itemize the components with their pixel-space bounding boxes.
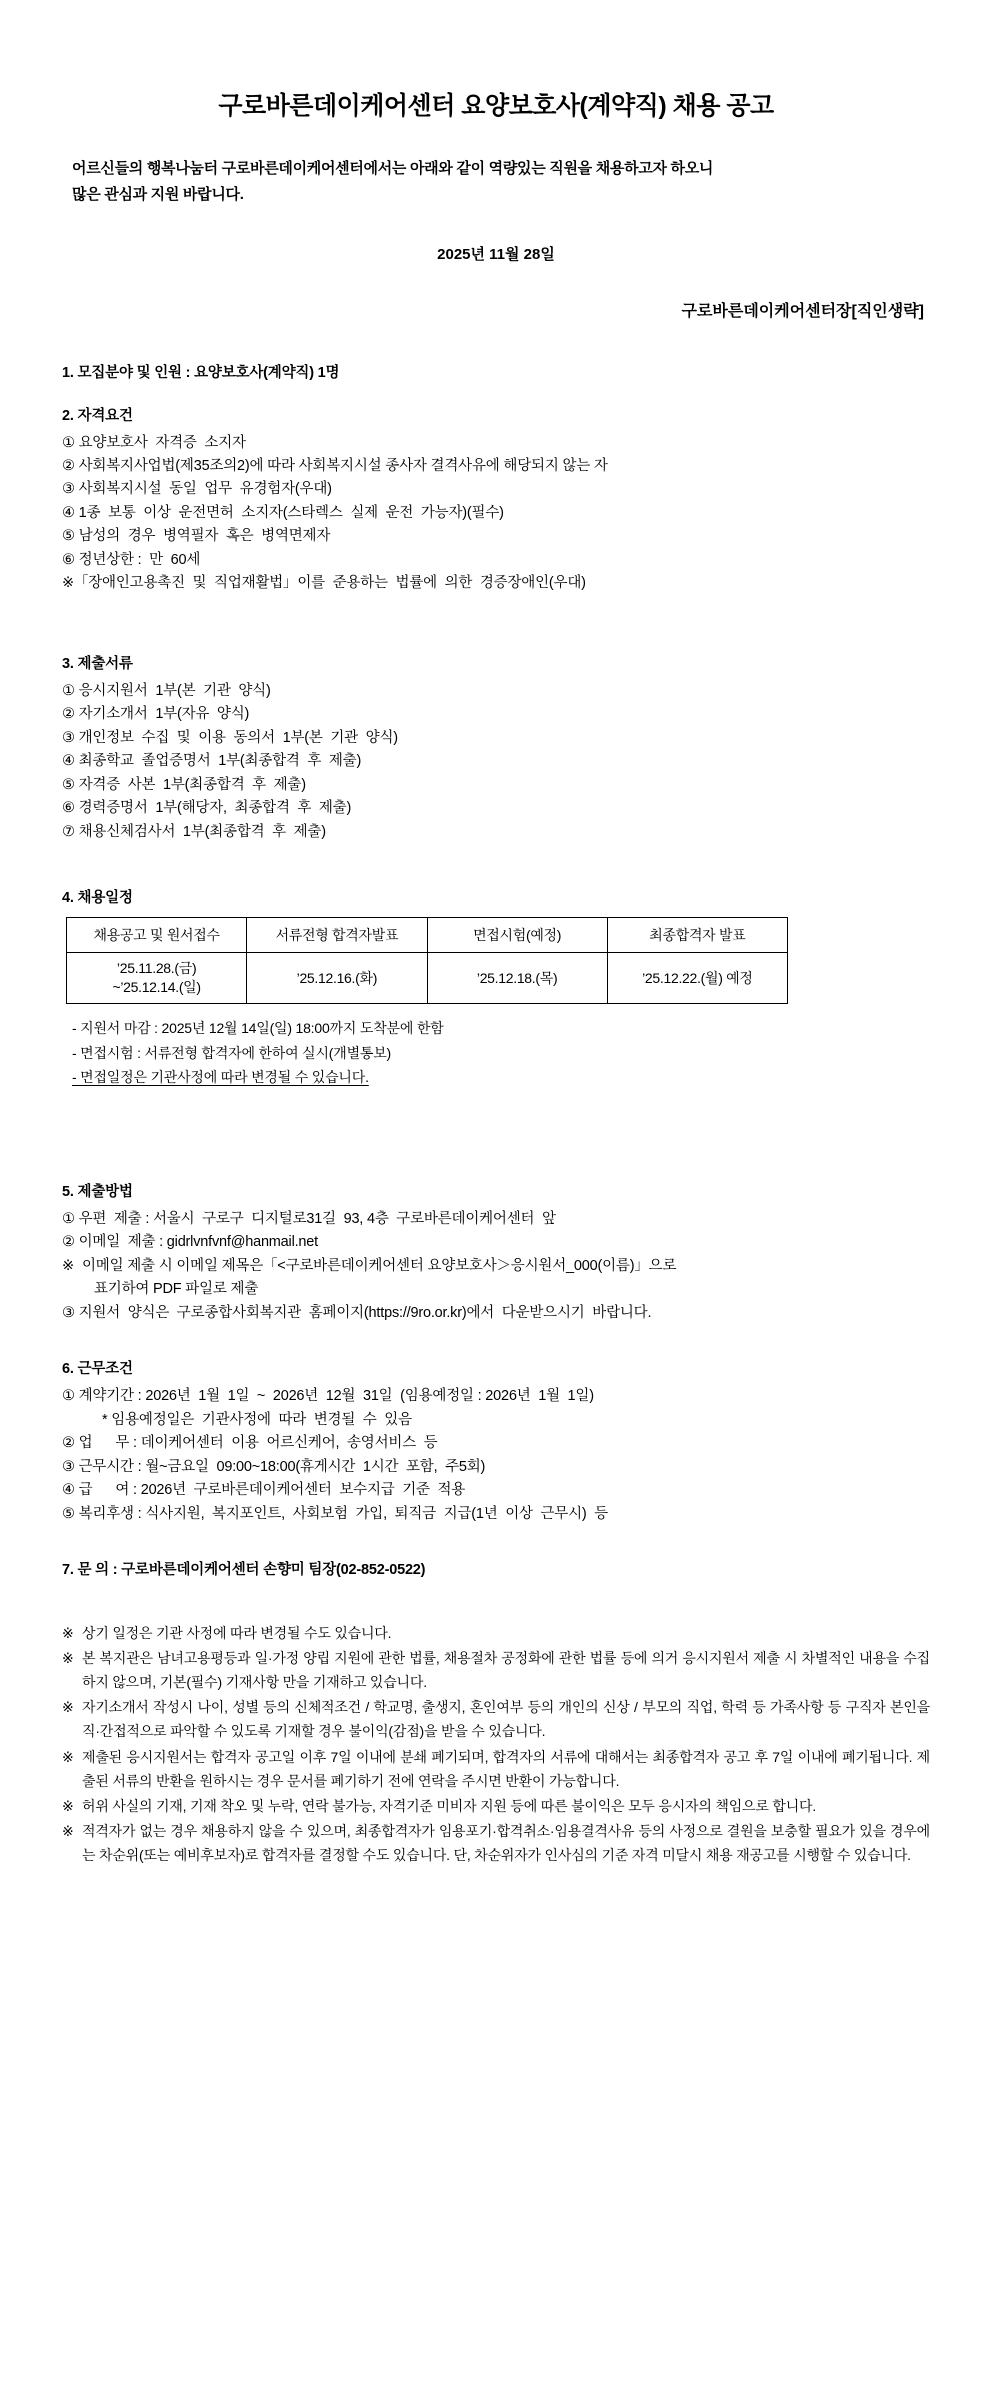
intro-line-1: 어르신들의 행복나눔터 구로바른데이케어센터에서는 아래와 같이 역량있는 직원을 채용하고자 하오니 — [72, 160, 714, 177]
spacer — [62, 1146, 930, 1180]
qualification-item: ② 사회복지사업법(제35조의2)에 따라 사회복지시설 종사자 결격사유에 해당되지 않는 자 — [62, 457, 608, 474]
spacer — [62, 1548, 930, 1558]
cell-final-result — [607, 953, 787, 1004]
notice-mark: ※ — [62, 1650, 74, 1667]
schedule-note-underlined: - 면접일정은 기관사정에 따라 변경될 수 있습니다. — [72, 1069, 369, 1086]
note-line-1: 이메일 제출 시 이메일 제목은「<구로바른데이케어센터 요양보호사＞응시원서_000(이름)」으로 — [82, 1257, 677, 1274]
cell-line: ~’25.12.14.(일) — [112, 979, 201, 996]
schedule-table — [66, 917, 788, 1004]
document-item: ⑤ 자격증 사본 1부(최종합격 후 제출) — [62, 776, 306, 793]
spacer — [62, 1347, 930, 1357]
page-title: 구로바른데이케어센터 요양보호사(계약직) 채용 공고 — [218, 92, 774, 120]
cell-document-screening — [247, 953, 427, 1004]
qualification-item: ⑤ 남성의 경우 병역필자 혹은 병역면제자 — [62, 528, 331, 545]
notice-item — [62, 1621, 930, 1645]
notice-mark: ※ — [62, 1748, 74, 1765]
qualification-item: ③ 사회복지시설 동일 업무 유경험자(우대) — [62, 481, 332, 498]
section-required-documents — [62, 652, 930, 844]
spacer — [62, 866, 930, 886]
document-item: ① 응시지원서 1부(본 기관 양식) — [62, 682, 271, 699]
condition-item: ① 계약기간 : 2026년 1월 1일 ~ 2026년 12월 31일 (임용예정일 : 2026년 1월 1일) — [62, 1388, 594, 1405]
notice-text: 본 복지관은 남녀고용평등과 일·가정 양립 지원에 관한 법률, 채용절차 공정화에 관한 법률 등에 의거 응시지원서 제출 시 차별적인 내용을 수집하지 않으며, 기본(필수) 기재사항 만을 기재하고 있습니다. — [82, 1650, 930, 1691]
note-line-2: 표기하여 PDF 파일로 제출 — [94, 1281, 259, 1298]
spacer — [62, 1112, 930, 1146]
cell-line: ’25.12.22.(월) 예정 — [642, 969, 753, 986]
notice-item — [62, 1646, 930, 1694]
document-item: ⑥ 경력증명서 1부(해당자, 최종합격 후 제출) — [62, 800, 352, 817]
notice-text: 적격자가 없는 경우 채용하지 않을 수 있으며, 최종합격자가 임용포기·합격취소·임용결격사유 등의 사정으로 결원을 보충할 필요가 있을 경우에는 차순위(또는 예비후보자)로 합격자를 결정할 수도 있습니다. 단, 차순위자가 인사심의 기준 자격 미달시 채용 재공고를 시행할 수 있습니다. — [82, 1822, 930, 1863]
issuer-name: 구로바른데이케어센터장[직인생략] — [681, 302, 924, 320]
schedule-note: - 지원서 마감 : 2025년 12월 14일(일) 18:00까지 도착분에 한함 — [72, 1020, 444, 1037]
notice-text: 제출된 응시지원서는 합격자 공고일 이후 7일 이내에 분쇄 폐기되며, 합격자의 서류에 대해서는 최종합격자 공고 후 7일 이내에 폐기됩니다. 제출된 서류의 반환을 원하시는 경우 문서를 폐기하기 전에 연락을 주시면 반환이 가능합니다. — [82, 1748, 930, 1789]
spacer — [62, 618, 930, 652]
section-qualifications — [62, 404, 930, 596]
table-header-row — [67, 918, 788, 953]
condition-item: ⑤ 복리후생 : 식사지원, 복지포인트, 사회보험 가입, 퇴직금 지급(1년 이상 근무시) 등 — [62, 1505, 608, 1522]
notice-item — [62, 1819, 930, 1867]
cell-posting-period — [67, 953, 247, 1004]
notice-item — [62, 1695, 930, 1743]
qualification-item: ⑥ 정년상한 : 만 60세 — [62, 551, 201, 568]
column-header-document-screening: 서류전형 합격자발표 — [247, 918, 427, 953]
section-recruitment-field — [62, 361, 930, 382]
condition-item: ③ 근무시간 : 월~금요일 09:00~18:00(휴게시간 1시간 포함, 주5회) — [62, 1458, 486, 1475]
note-mark: ※ — [62, 1257, 74, 1274]
notice-item — [62, 1745, 930, 1793]
notice-mark: ※ — [62, 1822, 74, 1839]
section-working-conditions — [62, 1357, 930, 1526]
submission-item: ③ 지원서 양식은 구로종합사회복지관 홈페이지(https://9ro.or.kr)에서 다운받으시기 바랍니다. — [62, 1304, 652, 1321]
condition-subnote: * 임용예정일은 기관사정에 따라 변경될 수 있음 — [102, 1411, 412, 1428]
submission-email-subject-note — [62, 1255, 930, 1302]
cell-line: ’25.12.18.(목) — [476, 969, 558, 986]
condition-item: ② 업 무 : 데이케어센터 이용 어르신케어, 송영서비스 등 — [62, 1435, 438, 1452]
document-item: ⑦ 채용신체검사서 1부(최종합격 후 제출) — [62, 823, 326, 840]
column-header-interview: 면접시험(예정) — [427, 918, 607, 953]
section-7-heading: 7. 문 의 : 구로바른데이케어센터 손향미 팀장(02-852-0522) — [62, 1562, 426, 1579]
notice-text: 허위 사실의 기재, 기재 착오 및 누락, 연락 불가능, 자격기준 미비자 지원 등에 따른 불이익은 모두 응시자의 책임으로 합니다. — [82, 1797, 817, 1814]
section-4-heading: 4. 채용일정 — [62, 890, 133, 907]
condition-item: ④ 급 여 : 2026년 구로바른데이케어센터 보수지급 기준 적용 — [62, 1482, 466, 1499]
cell-interview — [427, 953, 607, 1004]
schedule-note: - 면접시험 : 서류전형 합격자에 한하여 실시(개별통보) — [72, 1044, 392, 1061]
section-schedule — [62, 886, 930, 1090]
section-6-heading: 6. 근무조건 — [62, 1361, 133, 1378]
notices-block — [62, 1621, 930, 1867]
intro-paragraph — [62, 156, 930, 209]
notice-mark: ※ — [62, 1797, 74, 1814]
submission-item: ② 이메일 제출 : gidrlvnfvnf@hanmail.net — [62, 1234, 318, 1251]
submission-item: ① 우편 제출 : 서울시 구로구 디지털로31길 93, 4층 구로바른데이케어센터 앞 — [62, 1210, 556, 1227]
notice-mark: ※ — [62, 1699, 74, 1716]
section-1-heading: 1. 모집분야 및 인원 : 요양보호사(계약직) 1명 — [62, 364, 340, 381]
column-header-posting-period: 채용공고 및 원서접수 — [67, 918, 247, 953]
notice-item — [62, 1794, 930, 1818]
document-item: ② 자기소개서 1부(자유 양식) — [62, 706, 250, 723]
section-3-heading: 3. 제출서류 — [62, 655, 133, 672]
notice-text: 자기소개서 작성시 나이, 성별 등의 신체적조건 / 학교명, 출생지, 혼인여부 등의 개인의 신상 / 부모의 직업, 학력 등 가족사항 등 구직자 본인을 직·간접적으로 파악할 수 있도록 기재할 경우 불이익(감점)을 받을 수 있습니다. — [82, 1699, 931, 1740]
cell-line: ’25.12.16.(화) — [296, 969, 378, 986]
document-item: ③ 개인정보 수집 및 이용 동의서 1부(본 기관 양식) — [62, 729, 398, 746]
intro-line-2: 많은 관심과 지원 바랍니다. — [72, 186, 244, 204]
posting-date: 2025년 11월 28일 — [437, 245, 555, 263]
cell-line: ’25.11.28.(금) — [116, 960, 197, 977]
section-5-heading: 5. 제출방법 — [62, 1183, 133, 1200]
notice-mark: ※ — [62, 1625, 74, 1642]
qualification-item: ① 요양보호사 자격증 소지자 — [62, 434, 246, 451]
column-header-final-result: 최종합격자 발표 — [607, 918, 787, 953]
table-row — [67, 953, 788, 1004]
notice-text: 상기 일정은 기관 사정에 따라 변경될 수도 있습니다. — [82, 1625, 392, 1642]
section-2-heading: 2. 자격요건 — [62, 407, 133, 424]
spacer — [62, 1601, 930, 1621]
qualification-item: ④ 1종 보통 이상 운전면허 소지자(스타렉스 실제 운전 가능자)(필수) — [62, 504, 504, 521]
section-contact — [62, 1558, 930, 1579]
section-submission-method — [62, 1180, 930, 1325]
document-item: ④ 최종학교 졸업증명서 1부(최종합격 후 제출) — [62, 753, 362, 770]
qualification-note: ※「장애인고용촉진 및 직업재활법」이를 준용하는 법률에 의한 경증장애인(우대) — [62, 575, 586, 592]
